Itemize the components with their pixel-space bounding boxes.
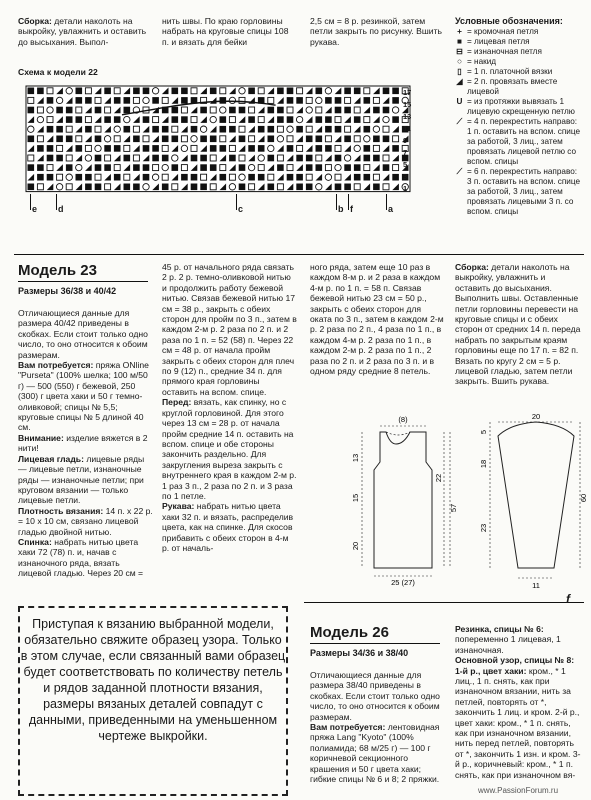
legend-item [455,37,583,47]
model23-stitch: лицевые ряды — лицевые петли, изнаночные ряды — изнаночные петли; при круговом вязании — только лицевые петли. [18,453,145,506]
knit-stitch-cell [248,116,255,123]
knit-stitch-cell [344,88,351,95]
knit-stitch-cell [296,155,303,162]
knit-stitch-cell [47,145,54,152]
knit-stitch-cell [143,145,150,152]
knit-stitch-cell [66,107,73,114]
u-icon: U [456,97,463,106]
knit-stitch-cell [364,97,371,104]
legend-item [455,77,583,97]
knit-stitch-cell [344,136,351,143]
model26-column-1 [310,670,445,784]
knit-stitch-cell [114,97,121,104]
knit-stitch-cell [114,116,121,123]
knit-stitch-cell [85,126,92,133]
knit-stitch-cell [383,136,390,143]
knit-stitch-cell [95,107,102,114]
knit-stitch-cell [287,174,294,181]
scheme-marker-arrow [236,194,237,210]
knit-stitch-cell [28,164,35,171]
legend-item [455,67,583,77]
model26-heading: Модель 26 [310,624,389,641]
knit-stitch-cell [325,97,332,104]
knit-stitch-cell [210,164,217,171]
knit-stitch-cell [210,136,217,143]
model26-rib-label: Резинка, спицы № 6: [455,624,544,634]
knit-stitch-cell [104,164,111,171]
knit-stitch-cell [66,136,73,143]
knit-stitch-cell [133,88,140,95]
model23-back-label: Спинка: [18,536,52,547]
knit-stitch-cell [191,126,198,133]
legend-item-text: = из протяжки вывязать 1 лицевую скрещенную петлю [467,97,575,116]
knit-stitch-cell [392,97,399,104]
legend-item-text: = кромочная петля [467,27,539,36]
scheme-marker-arrow [56,194,57,210]
knit-stitch-cell [47,155,54,162]
model23-attention: изделие вяжется в 2 нити! [18,432,148,454]
outlined-square-icon: ▯ [457,67,462,76]
legend-item-text: = лицевая петля [467,37,530,46]
scheme-row-number: 1 [403,184,408,193]
knit-stitch-cell [172,88,179,95]
knit-stitch-cell [220,97,227,104]
knit-stitch-cell [373,184,380,191]
top-assembly-label: Сборка: [18,16,52,26]
scheme-marker-label: c [238,204,244,214]
model26-heading-underline [310,643,440,644]
scheme-title: Схема к модели 22 [18,67,98,77]
knit-stitch-cell [200,107,207,114]
top-assembly-text [18,16,153,47]
model26-intro: Отличающиеся данные для размера 38/40 приведены в скобках. Если стоит только одно число, то оно относится к обоим размерам. [310,670,440,722]
knit-stitch-cell [143,174,150,181]
knit-stitch-cell [210,145,217,152]
knit-stitch-cell [56,107,63,114]
knit-stitch-cell [152,126,159,133]
knit-stitch-cell [392,116,399,123]
pattern-drawing [340,412,590,598]
dim-body-top: (8) [398,415,408,424]
knit-stitch-cell [268,126,275,133]
knit-stitch-cell [28,136,35,143]
scheme-marker-label: f [350,204,353,214]
page-mark: f [566,592,570,606]
knit-stitch-cell [56,136,63,143]
legend-item [455,117,583,167]
knit-stitch-cell [76,145,83,152]
model23-heading: Модель 23 [18,262,97,279]
dim-sleeve-cap: 5 [479,429,488,435]
knit-stitch-cell [104,88,111,95]
model23-density: 14 п. х 22 р. = 10 х 10 см, связано лицевой гладью двойной нитью. [18,505,153,537]
knit-stitch-cell [239,184,246,191]
model26-rib: попеременно 1 лицевая, 1 изнаночная. [455,634,561,655]
knit-stitch-cell [306,136,313,143]
knit-stitch-cell [181,174,188,181]
model23-materials-label: Вам потребуется: [18,360,94,371]
model23-intro: Отличающиеся данные для размера 40/42 приведены в скобках. Если стоит только одно число, то оно относится к обоим размерам. [18,308,148,360]
knit-stitch-cell [162,155,169,162]
dim-sleeve-mid: 18 [479,459,488,469]
knit-stitch-cell [306,155,313,162]
plus-icon: + [457,27,462,36]
knit-stitch-cell [364,145,371,152]
knit-stitch-cell [181,116,188,123]
legend-item-text: = 1 п. платочной вязки [467,67,553,76]
dim-total-height: 57 [449,503,458,513]
knit-stitch-cell [258,126,265,133]
knit-stitch-cell [229,155,236,162]
knit-stitch-cell [335,184,342,191]
knit-stitch-cell [200,136,207,143]
scheme-row-number: 5 [403,160,408,169]
knit-stitch-cell [316,116,323,123]
scheme-row-number: 11 [403,124,411,133]
knit-stitch-cell [296,126,303,133]
knit-stitch-cell [162,184,169,191]
knit-stitch-cell [191,174,198,181]
scheme-marker-label: d [58,204,64,214]
knit-stitch-cell [373,155,380,162]
legend-item-text: = накид [467,57,497,66]
knit-stitch-cell [248,145,255,152]
model23-front-label: Перед: [162,397,192,408]
model23-attention-label: Внимание: [18,432,64,443]
scheme-marker-label: e [32,204,38,214]
knit-stitch-cell [220,145,227,152]
knit-stitch-cell [76,97,83,104]
cross-4-icon: ⟋ [456,117,463,126]
knit-stitch-cell [56,126,63,133]
legend-item [455,47,583,57]
knit-stitch-cell [95,184,102,191]
knit-stitch-cell [296,184,303,191]
knit-stitch-cell [37,174,44,181]
knit-stitch-cell [277,88,284,95]
knit-stitch-cell [152,155,159,162]
knit-stitch-cell [239,107,246,114]
knit-stitch-cell [248,88,255,95]
sleeve-piece-outline [498,422,574,568]
knit-stitch-cell [373,107,380,114]
knit-stitch-cell [325,145,332,152]
knit-stitch-cell [383,88,390,95]
knit-stitch-cell [28,107,35,114]
model23-column-1 [18,308,153,579]
knit-stitch-cell [392,88,399,95]
knit-stitch-cell [172,107,179,114]
knit-stitch-cell [335,97,342,104]
knit-stitch-cell [114,174,121,181]
model23-assembly-label: Сборка: [455,262,489,272]
knit-stitch-cell [104,145,111,152]
legend-title: Условные обозначения: [455,16,563,26]
knit-stitch-cell [152,145,159,152]
knit-stitch-cell [268,155,275,162]
knit-stitch-cell [316,145,323,152]
knit-stitch-cell [95,164,102,171]
knit-stitch-cell [28,184,35,191]
dim-body-width: 25 (27) [391,578,415,587]
knit-stitch-cell [172,116,179,123]
knit-stitch-cell [210,88,217,95]
knit-stitch-cell [76,116,83,123]
knit-stitch-cell [143,88,150,95]
knit-stitch-cell [296,97,303,104]
knit-stitch-cell [354,88,361,95]
model23-column-2 [162,262,297,553]
model23-col2-text: 45 р. от начального ряда связать 2 р. 2 р. темно-оливковой нитью и продолжить работу бежевой нитью. Связав бежевой нитью 17 см = 38 р., закрыть с обеих сторон для пройм по 3 п., затем в каждом 2-м р. 2 раза по 2 п. и 2 раза по 1 п. = 52 (58) п. Через 22 см = 48 р. от начала пройм закрыть с обеих сторон для плеч по 9 (12) п., средние 34 п. для прямого края горловины оставить на вспом. спице. [162,262,297,397]
knit-stitch-cell [47,126,54,133]
knit-stitch-cell [47,97,54,104]
knit-stitch-cell [287,97,294,104]
knit-stitch-cell [124,155,131,162]
knit-stitch-cell [152,97,159,104]
dim-sleeve-lower: 23 [479,523,488,533]
knit-stitch-cell [85,174,92,181]
top-column-3: 2,5 см = 8 р. резинкой, затем петли закрыть по рисунку. Вшить рукава. [310,16,442,47]
knit-stitch-cell [143,164,150,171]
knit-stitch-cell [66,164,73,171]
scheme-marker-label: b [338,204,344,214]
model26-main-label: Основной узор, спицы № 8: 1-й р., цвет хаки: [455,655,575,676]
model23-heading-block [18,262,153,296]
knit-stitch-cell [47,174,54,181]
model23-column-3: ного ряда, затем еще 10 раз в каждом 8-м р. и 2 раза в каждом 4-м р. по 1 п. = 58 п. Связав бежевой нитью 23 см = 50 р., закрыть с обеих сторон для оката по 3 п., затем в каждом 2-м р. 2 раза по 2 п., 4 раза по 1 п., в каждом 4-м р. 2 раза по 1 п., в каждом 2-м р. 2 раза по 1 п., 2 раза по 2 п. и 2 раза по 3 п. и в одном ряду средние 8 петель. [310,262,444,377]
knit-stitch-cell [335,107,342,114]
knit-stitch-cell [373,136,380,143]
legend-item-text: = 6 п. перекрестить направо: 3 п. оставить на вспом. спице за работой, 3 лиц., затем провязать лицевыми 3 п. со вспом. спицы [467,167,581,216]
model23-density-label: Плотность вязания: [18,505,104,516]
knit-stitch-cell [85,184,92,191]
knit-stitch-cell [258,145,265,152]
body-neck-back-line [386,432,410,435]
top-column-2: нить швы. По краю горловины набрать на круговые спицы 108 п. и вязать для бейки [162,16,289,47]
knit-stitch-cell [95,136,102,143]
knit-stitch-cell [392,145,399,152]
knit-stitch-cell [277,164,284,171]
top-assembly-body: детали наколоть на выкройку, увлажнить и оставить до высыхания. Выпол- [18,16,147,47]
watermark: www.PassionForum.ru [478,786,559,795]
cross-6-icon: ⟋ [456,167,463,176]
knit-stitch-cell [258,174,265,181]
knit-stitch-cell [85,97,92,104]
knit-stitch-cell [229,126,236,133]
minus-square-icon: ⊟ [456,47,463,56]
knit-stitch-cell [200,184,207,191]
knit-stitch-cell [383,164,390,171]
knit-stitch-cell [344,184,351,191]
section-divider [14,254,584,255]
knit-stitch-cell [133,136,140,143]
dim-side-upper: 15 [351,493,360,503]
knit-stitch-cell [239,136,246,143]
knit-stitch-cell [191,155,198,162]
knit-stitch-cell [220,174,227,181]
knit-stitch-cell [172,164,179,171]
dim-sleeve-bottom: 11 [532,581,540,590]
knit-stitch-cell [143,116,150,123]
knit-stitch-cell [37,164,44,171]
knit-stitch-cell [335,155,342,162]
knit-stitch-cell [287,145,294,152]
knit-stitch-cell [181,97,188,104]
knit-stitch-cell [306,164,313,171]
model26-divider [304,602,584,603]
model26-heading-block [310,624,445,658]
knit-stitch-cell [364,155,371,162]
knit-stitch-cell [124,126,131,133]
model23-sleeves-label: Рукава: [162,501,195,512]
knit-stitch-cell [354,116,361,123]
knit-stitch-cell [95,155,102,162]
knit-stitch-cell [124,184,131,191]
knit-stitch-cell [364,174,371,181]
circle-icon: ○ [457,57,462,66]
knit-stitch-cell [277,116,284,123]
knit-stitch-cell [287,116,294,123]
model26-column-2 [455,624,583,780]
model26-materials: лентовидная пряжа Lang "Kyoto" (100% полиамида; 68 м/25 г) — 100 г коричневой секционного крашения и 50 г цвета хаки; гибкие спицы № 6 и 8; 2 пряжки. [310,722,440,785]
model26-sizes: Размеры 34/36 и 38/40 [310,648,409,658]
legend-item-text: = изнаночная петля [467,47,542,56]
scheme-marker-arrow [30,194,31,210]
scheme-row-number: 7 [403,148,408,157]
filled-square-icon: ■ [457,37,462,46]
knit-stitch-cell [191,184,198,191]
knit-stitch-cell [181,88,188,95]
scheme-marker-arrow [348,194,349,210]
model23-materials: пряжа ONline "Purseta" (100% шелка; 100 м/50 г) — 500 (550) г бежевой, 250 (300) г цвета хаки и 50 г темно-оливковой; спицы № 5,5; круговые спицы № 5 длиной 40 см. [18,360,149,433]
knit-stitch-cell [239,164,246,171]
knit-stitch-cell [162,126,169,133]
knit-stitch-cell [162,136,169,143]
knit-stitch-cell [124,107,131,114]
knit-stitch-cell [316,164,323,171]
knit-stitch-cell [268,136,275,143]
knit-stitch-cell [200,155,207,162]
knit-stitch-cell [344,107,351,114]
model26-materials-label: Вам потребуется: [310,722,386,733]
knit-stitch-cell [200,164,207,171]
knit-stitch-cell [344,164,351,171]
scheme-row-number: 9 [403,136,408,145]
knit-stitch-cell [316,88,323,95]
model23-assembly [455,262,583,387]
knit-stitch-cell [124,97,131,104]
legend-item [455,167,583,217]
knit-stitch-cell [268,184,275,191]
knit-stitch-cell [325,126,332,133]
legend-item-text: = 4 п. перекрестить направо: 1 п. оставить на вспом. спице за работой, 3 лиц., затем провязать лицевой петлю со вспом. спицы [467,117,581,166]
knit-stitch-cell [354,174,361,181]
model23-heading-underline [18,281,148,282]
scheme-row-number: 17 [403,88,412,97]
knit-stitch-cell [296,174,303,181]
knit-stitch-cell [37,88,44,95]
legend-item [455,27,583,37]
notice-box: Приступая к вязанию выбранной модели, обязательно свяжите образец узора. Только в этом случае, если связанный вами образец будет соответствовать по количеству петель и рядов заданной плотности вязания, размеры вязаных деталей совпадут с данными, приведенными на уменьшенном чертеже выкройки. [18,606,288,796]
model26-main: кром., * 1 лиц., 1 п. снять, как при изнаночном вязании, нить за петлей, повторять от *, закончить 1 лиц. и кром. 2-й р., цвет хаки: кром., * 1 п. снять, как при изнаночном вязании, нить перед петлей, повторять от *, закончить 1 изн. и кром. 3-й р., коричневый: кром., * 1 п. снять, как при изнаночном вя- [455,665,581,780]
knit-stitch-cell [229,107,236,114]
knit-stitch-cell [325,116,332,123]
model23-sleeves: набрать нитью цвета хаки 32 п. и вязать, распределив цвета, как на спинке. Для скосов прибавить с обеих сторон в 4-м р. от началь- [162,501,294,553]
knit-stitch-cell [306,184,313,191]
knit-stitch-cell [316,136,323,143]
legend-items [455,27,583,217]
knit-stitch-cell [28,88,35,95]
dim-armhole: 22 [434,473,443,483]
knit-stitch-cell [66,116,73,123]
dim-sleeve-top: 20 [531,412,541,421]
knit-stitch-cell [220,126,227,133]
knit-stitch-cell [56,155,63,162]
legend-item [455,97,583,117]
knit-stitch-cell [104,116,111,123]
knit-stitch-cell [76,174,83,181]
knit-stitch-cell [354,164,361,171]
model23-sizes: Размеры 36/38 и 40/42 [18,286,117,296]
knit-stitch-cell [277,107,284,114]
knit-stitch-cell [37,145,44,152]
knit-stitch-cell [220,116,227,123]
model23-stitch-label: Лицевая гладь: [18,453,84,464]
knitting-scheme [14,84,454,219]
knit-stitch-cell [76,88,83,95]
scheme-row-number: 3 [403,172,408,181]
knit-stitch-cell [364,126,371,133]
scheme-marker-arrow [336,194,337,210]
scheme-marker-label: a [388,204,394,214]
knit-stitch-cell [133,184,140,191]
knit-stitch-cell [133,164,140,171]
legend-item-text: = 2 п. провязать вместе лицевой [467,77,558,96]
dim-neck: 13 [351,453,360,463]
knit-stitch-cell [392,174,399,181]
scheme-row-number: 13 [403,112,412,121]
knit-stitch-cell [383,107,390,114]
knit-stitch-cell [114,145,121,152]
scheme-row-number: 15 [403,100,412,109]
legend [455,16,583,217]
legend-item [455,57,583,67]
model23-back: набрать нитью цвета хаки 72 (78) п. и, начав с изнаночного ряда, вязать лицевой гладью. Через 20 см = [18,536,144,579]
model23-front: вязать, как спинку, но с круглой горловиной. Для этого через 13 см = 28 р. от начала пройм средние 14 п. оставить на вспом. спице и обе стороны закончить раздельно. Для закругления выреза закрыть с внутреннего края в каждом 2-м р. 1 раз 3 п., 2 раза по 2 п. и 3 раза по 1 петле. [162,397,297,501]
knit-stitch-cell [287,88,294,95]
knit-stitch-cell [172,136,179,143]
knit-stitch-cell [248,174,255,181]
body-piece-outline [374,432,432,568]
knit-stitch-cell [268,107,275,114]
dim-sleeve-total: 60 [579,493,588,503]
knit-stitch-cell [335,126,342,133]
triangle-icon: ◢ [456,77,463,86]
dim-side-lower: 20 [351,541,360,551]
scheme-marker-arrow [386,194,387,210]
model23-assembly-body: детали наколоть на выкройку, увлажнить и оставить до высыхания. Выполнить швы. Оставленные петли горловины перевести на круговые спицы и с обеих сторон от средних 14 п. переда набрать по закрытым краям горловины еще по 17 п. = 82 п. Вязать по кругу 2 см = 5 р. лицевой гладью, затем петли закрыть. Вшить рукава. [455,262,581,387]
